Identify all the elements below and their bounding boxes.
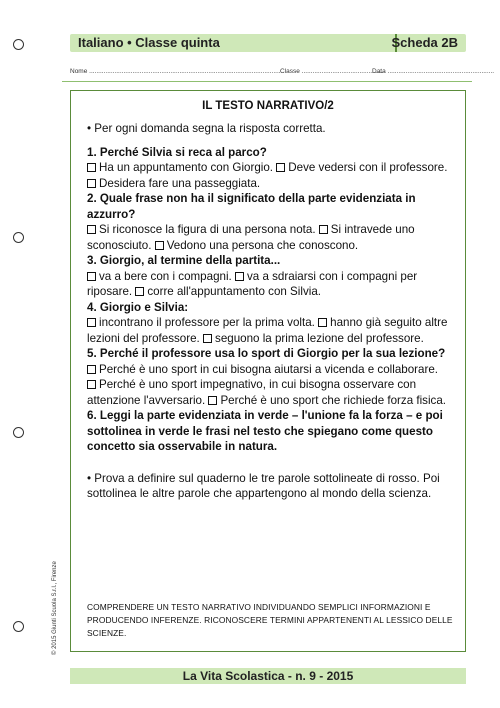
option-text: Vedono una persona che conoscono.	[166, 238, 359, 252]
answers-5	[87, 362, 453, 409]
option-text: Si riconosce la figura di una persona nota.	[99, 223, 316, 236]
checkbox[interactable]	[87, 380, 96, 389]
binder-hole-2	[13, 232, 24, 243]
answers-4	[87, 315, 453, 346]
option-text: corre all'appuntamento con Silvia.	[147, 285, 321, 298]
option-text: Perché è uno sport impegnativo, in cui bisogna osservare con attenzione l'avversario.	[87, 378, 417, 407]
header-rule	[62, 81, 472, 82]
option-text: Perché è uno sport in cui bisogna aiutarsi a vicenda e collaborare.	[99, 362, 438, 376]
question-1: 1. Perché Silvia si reca al parco?	[87, 145, 267, 159]
checkbox[interactable]	[318, 318, 327, 327]
option-text: seguono la prima lezione del professore.	[215, 331, 424, 345]
option-text: hanno già seguito altre lezioni del professore.	[87, 316, 448, 345]
learning-objectives: COMPRENDERE UN TESTO NARRATIVO INDIVIDUANDO SEMPLICI INFORMAZIONI E PRODUCENDO INFERENZE. RICONOSCERE TERMINI APPARTENENTI AL LESSICO DELLE SCIENZE.	[87, 602, 453, 638]
checkbox[interactable]	[235, 272, 244, 281]
checkbox[interactable]	[87, 318, 96, 327]
instruction: • Per ogni domanda segna la risposta corretta.	[87, 122, 326, 135]
checkbox[interactable]	[87, 365, 96, 374]
checkbox[interactable]	[87, 179, 96, 188]
option-text: Desidera fare una passeggiata.	[99, 176, 261, 190]
option-text: Deve vedersi con il professore.	[288, 161, 448, 174]
checkbox[interactable]	[87, 163, 96, 172]
binder-hole-3	[13, 427, 24, 438]
answers-1	[87, 160, 453, 191]
checkbox[interactable]	[208, 396, 217, 405]
date-field: Data ...........................................................	[372, 68, 495, 75]
copyright-notice: © 2015 Giunti Scuola S.r.l., Firenze	[52, 561, 58, 655]
option-text: Ha un appuntamento con Giorgio.	[99, 161, 274, 174]
answers-3	[87, 269, 453, 300]
question-5: 5. Perché il professore usa lo sport di Giorgio per la sua lezione?	[87, 347, 446, 360]
question-4: 4. Giorgio e Silvia:	[87, 300, 189, 314]
option-text: va a sdraiarsi con i compagni per riposare.	[87, 269, 418, 298]
worksheet-content	[87, 121, 453, 502]
option-text: Perché è uno sport che richiede forza fisica.	[220, 393, 447, 407]
binder-hole-1	[13, 39, 24, 50]
option-text: Si intravede uno sconosciuto.	[87, 223, 415, 252]
checkbox[interactable]	[276, 163, 285, 172]
checkbox[interactable]	[87, 272, 96, 281]
option-text: va a bere con i compagni.	[99, 269, 232, 283]
binder-hole-4	[13, 621, 24, 632]
option-text: incontrano il professore per la prima volta.	[99, 316, 315, 329]
checkbox[interactable]	[319, 225, 328, 234]
checkbox[interactable]	[87, 225, 96, 234]
checkbox[interactable]	[155, 241, 164, 250]
answers-2	[87, 222, 453, 253]
task-2: • Prova a definire sul quaderno le tre parole sottolineate di rosso. Poi sottolinea le altre parole che appartengono al mondo della scienza.	[87, 471, 440, 500]
sheet-label: Scheda 2B	[391, 35, 458, 50]
question-3: 3. Giorgio, al termine della partita...	[87, 254, 281, 267]
checkbox[interactable]	[135, 287, 144, 296]
worksheet-frame	[70, 90, 466, 652]
page-header	[70, 34, 466, 52]
class-field: Classe .............................................	[280, 68, 383, 75]
page-footer: La Vita Scolastica - n. 9 - 2015	[70, 668, 466, 684]
worksheet-title: IL TESTO NARRATIVO/2	[202, 100, 334, 112]
name-field: Nome ..........................................................................................................	[70, 68, 281, 75]
question-6: 6. Leggi la parte evidenziata in verde – l'unione fa la forza – e poi sottolinea in verde le frasi nel testo che spiegano come questo concetto sia osservabile in natura.	[87, 409, 443, 453]
question-2: 2. Quale frase non ha il significato della parte evidenziata in azzurro?	[87, 192, 416, 221]
subject-label: Italiano • Classe quinta	[78, 35, 220, 50]
checkbox[interactable]	[203, 334, 212, 343]
